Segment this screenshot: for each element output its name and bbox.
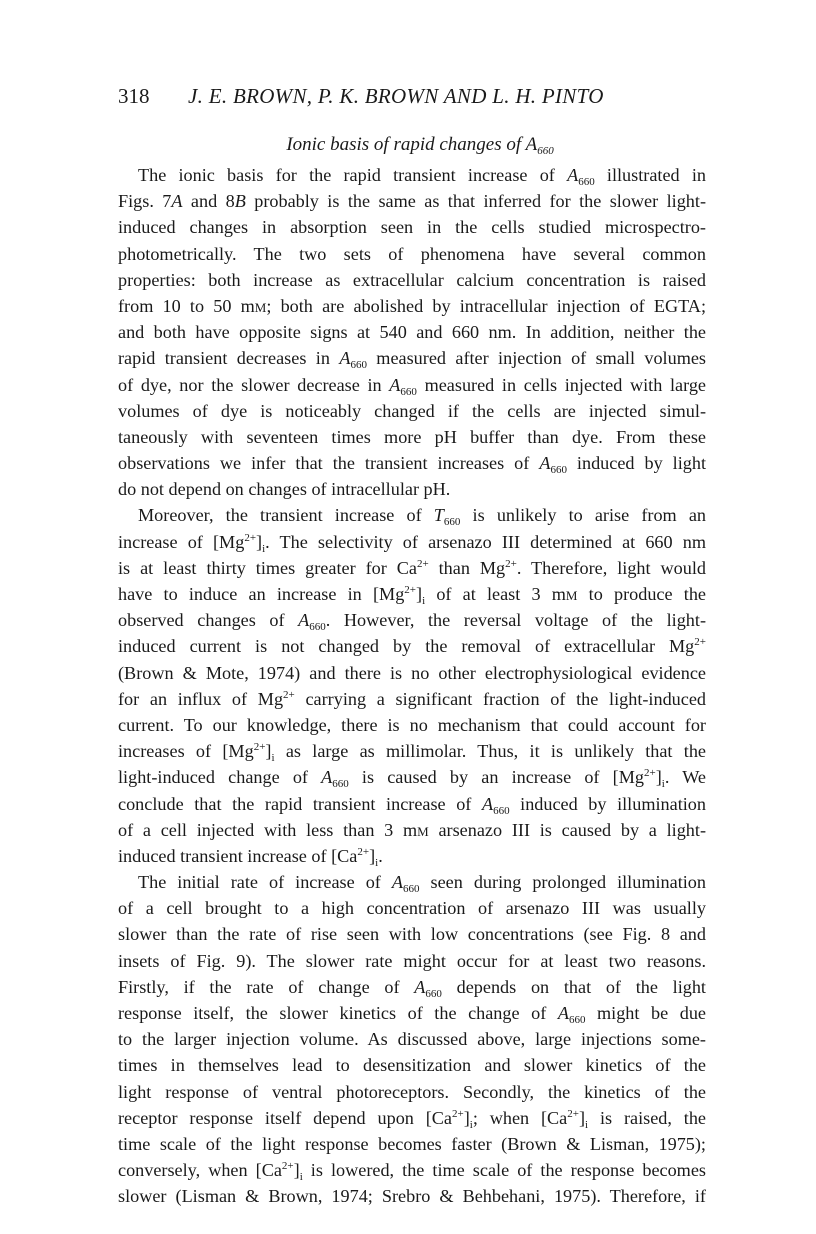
text-line: slower than the rate of rise seen with low concentrations (see Fig. 8 and: [118, 924, 706, 945]
body-text: [118, 162, 706, 1210]
text-line: induced current is not changed by the removal of extracellular $Mg^{2+}$: [118, 636, 706, 657]
page-number: 318: [118, 84, 150, 108]
text-line: do not depend on changes of intracellular pH.: [118, 479, 451, 500]
text-line: properties: both increase as extracellular calcium concentration is raised: [118, 269, 706, 290]
text-line: have to induce an increase in $[Mg^{2+}]_i$ of at least 3 mm to produce the: [118, 584, 706, 607]
text-line: slower (Lisman & Brown, 1974; Srebro & Behbehani, 1975). Therefore, if: [118, 1186, 706, 1207]
text-line: induced transient increase of $[Ca^{2+}]_i$.: [118, 845, 383, 869]
section-heading: [0, 130, 816, 160]
text-line: of a cell injected with less than 3 mm arsenazo III is caused by a light-: [118, 819, 706, 840]
text-line: for an influx of $Mg^{2+}$ carrying a significant fraction of the light-induced: [118, 688, 707, 709]
text-line: increase of $[Mg^{2+}]_i$. The selectivity of arsenazo III determined at 660 nm: [118, 531, 706, 555]
text-line: conclude that the rapid transient increase of $A_{660}$ induced by illumination: [118, 793, 706, 817]
text-line: from 10 to 50 mm; both are abolished by intracellular injection of EGTA;: [118, 295, 706, 316]
text-line: is at least thirty times greater for $Ca^{2+}$ than $Mg^{2+}$. Therefore, light would: [118, 557, 706, 578]
text-line: conversely, when $[Ca^{2+}]_i$ is lowered, the time scale of the response becomes: [118, 1160, 706, 1184]
text-line: light-induced change of $A_{660}$ is caused by an increase of $[Mg^{2+}]_i$. We: [118, 767, 706, 791]
text-line: light response of ventral photoreceptors. Secondly, the kinetics of the: [118, 1081, 706, 1102]
text-line: receptor response itself depend upon $[Ca^{2+}]_i$; when $[Ca^{2+}]_i$ is raised, the: [118, 1107, 706, 1131]
text-line: taneously with seventeen times more pH buffer than dye. From these: [118, 426, 706, 447]
text-line: Firstly, if the rate of change of $A_{660}$ depends on that of the light: [118, 976, 706, 1000]
text-line: response itself, the slower kinetics of the change of $A_{660}$ might be due: [118, 1003, 706, 1026]
text-line: volumes of dye is noticeably changed if the cells are injected simul-: [118, 400, 706, 421]
page-header: [118, 78, 678, 114]
text-line: current. To our knowledge, there is no mechanism that could account for: [118, 714, 706, 735]
running-head: J. E. BROWN, P. K. BROWN AND L. H. PINTO: [188, 84, 604, 108]
text-line: Moreover, the transient increase of $T_{660}$ is unlikely to arise from an: [138, 505, 706, 529]
section-heading-text: Ionic basis of rapid changes of $A_{660}$: [286, 134, 554, 157]
text-line: induced changes in absorption seen in the cells studied microspectro-: [118, 217, 706, 238]
text-line: and both have opposite signs at 540 and 660 nm. In addition, neither the: [118, 322, 706, 343]
text-line: The ionic basis for the rapid transient increase of $A_{660}$ illustrated in: [138, 165, 706, 188]
text-line: increases of $[Mg^{2+}]_i$ as large as millimolar. Thus, it is unlikely that the: [118, 741, 706, 765]
text-line: of dye, nor the slower decrease in $A_{660}$ measured in cells injected with large: [118, 374, 706, 398]
text-line: times in themselves lead to desensitization and slower kinetics of the: [118, 1055, 706, 1076]
text-line: photometrically. The two sets of phenomena have several common: [118, 243, 706, 264]
text-line: insets of Fig. 9). The slower rate might occur for at least two reasons.: [118, 950, 706, 971]
text-line: The initial rate of increase of $A_{660}$ seen during prolonged illumination: [138, 872, 706, 896]
text-line: observed changes of $A_{660}$. However, the reversal voltage of the light-: [118, 610, 706, 634]
text-line: of a cell brought to a high concentration of arsenazo III was usually: [118, 898, 706, 919]
text-line: time scale of the light response becomes faster (Brown & Lisman, 1975);: [118, 1133, 706, 1154]
text-line: to the larger injection volume. As discussed above, large injections some-: [118, 1029, 706, 1050]
text-line: observations we infer that the transient increases of $A_{660}$ induced by light: [118, 453, 707, 477]
text-line: (Brown & Mote, 1974) and there is no other electrophysiological evidence: [118, 662, 706, 683]
text-line: Figs. 7A and 8B probably is the same as that inferred for the slower light-: [118, 191, 707, 212]
text-line: rapid transient decreases in $A_{660}$ measured after injection of small volumes: [118, 348, 706, 372]
